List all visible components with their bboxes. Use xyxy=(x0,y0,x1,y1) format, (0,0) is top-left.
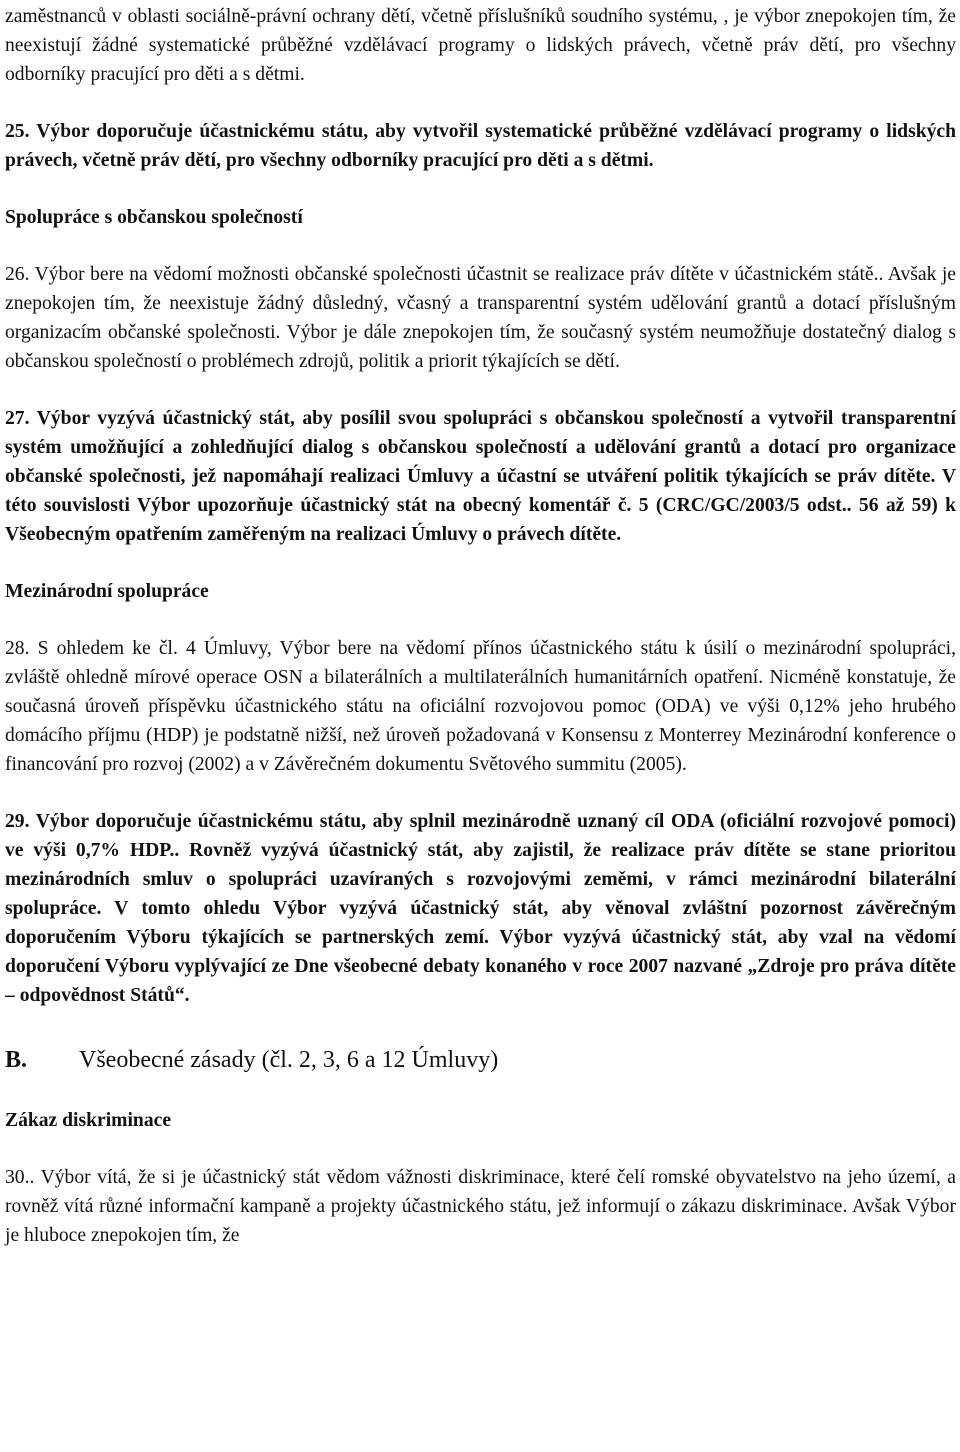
paragraph-26: 26. Výbor bere na vědomí možnosti občanské společnosti účastnit se realizace práv dítěte v účastnickém státě.. Avšak je znepokojen tím, že neexistuje žádný důsledný, včasný a transparentní systém udělování grantů a dotací příslušným organizacím občanské společnosti. Výbor je dále znepokojen tím, že současný systém neumožňuje dostatečný dialog s občanskou společností o problémech zdrojů, politik a priorit týkajících se dětí. xyxy=(5,264,956,372)
spacer xyxy=(5,376,956,404)
paragraph-25: 25. Výbor doporučuje účastnickému státu, aby vytvořil systematické průběžné vzdělávací programy o lidských právech, včetně práv dětí, pro všechny odborníky pracující pro děti a s dětmi. xyxy=(5,121,956,171)
section-title: Všeobecné zásady (čl. 2, 3, 6 a 12 Úmluvy) xyxy=(79,1047,499,1073)
paragraph-29: 29. Výbor doporučuje účastnickému státu, aby splnil mezinárodně uznaný cíl ODA (oficiální rozvojové pomoci) ve výši 0,7% HDP.. Rovněž vyzývá účastnický stát, aby zajistil, že realizace práv dítěte se stane prioritou mezinárodních smluv o spolupráci uzavíraných s rozvojovými zeměmi, v rámci mezinárodní bilaterální spolupráce. V tomto ohledu Výbor vyzývá účastnický stát, aby věnoval zvláštní pozornost závěrečným doporučením Výboru týkajících se partnerských zemí. Výbor vyzývá účastnický stát, aby vzal na vědomí doporučení Výboru vyplývající ze Dne všeobecné debaty konaného v roce 2007 nazvané „Zdroje pro práva dítěte – odpovědnost Států“. xyxy=(5,811,956,1006)
heading-international-cooperation: Mezinárodní spolupráce xyxy=(5,581,209,602)
paragraph-27: 27. Výbor vyzývá účastnický stát, aby posílil svou spolupráci s občanskou společností a vytvořil transparentní systém umožňující a zohledňující dialog s občanskou společností a udělování grantů a dotací pro organizace občanské společnosti, jež napomáhají realizaci Úmluvy a účastní se utváření politik týkajících se práv dítěte. V této souvislosti Výbor upozorňuje účastnický stát na obecný komentář č. 5 (CRC/GC/2003/5 odst.. 56 až 59) k Všeobecným opatřením zaměřeným na realizaci Úmluvy o právech dítěte. xyxy=(5,408,956,545)
spacer xyxy=(5,89,956,117)
paragraph-intro: zaměstnanců v oblasti sociálně-právní ochrany dětí, včetně příslušníků soudního systému, , je výbor znepokojen tím, že neexistují žádné systematické průběžné vzdělávací programy o lidských právech, včetně práv dětí, pro všechny odborníky pracující pro děti a s dětmi. xyxy=(5,6,956,85)
section-heading-general-principles xyxy=(5,1044,956,1076)
spacer xyxy=(5,606,956,634)
heading-non-discrimination: Zákaz diskriminace xyxy=(5,1110,172,1131)
spacer xyxy=(5,779,956,807)
spacer xyxy=(5,1010,956,1044)
spacer xyxy=(5,232,956,260)
paragraph-28: 28. S ohledem ke čl. 4 Úmluvy, Výbor bere na vědomí přínos účastnického státu k úsilí o mezinárodní spolupráci, zvláště ohledně mírové operace OSN a bilaterálních a multilaterálních humanitárních opatření. Nicméně konstatuje, že současná úroveň příspěvku účastnického státu na oficiální rozvojovou pomoc (ODA) ve výši 0,12% jeho hrubého domácího příjmu (HDP) je podstatně nižší, než úroveň požadovaná v Konsensu z Monterrey Mezinárodní konference o financování pro rozvoj (2002) a v Závěrečném dokumentu Světového summitu (2005). xyxy=(5,638,956,775)
spacer xyxy=(5,175,956,203)
paragraph-30: 30.. Výbor vítá, že si je účastnický stát vědom vážnosti diskriminace, které čelí romské obyvatelstvo na jeho území, a rovněž vítá různé informační kampaně a projekty účastnického státu, jež informují o zákazu diskriminace. Avšak Výbor je hluboce znepokojen tím, že xyxy=(5,1167,956,1246)
spacer xyxy=(5,1135,956,1163)
heading-civil-society: Spolupráce s občanskou společností xyxy=(5,207,303,228)
section-letter: B. xyxy=(5,1047,28,1073)
spacer xyxy=(5,1076,956,1106)
spacer xyxy=(5,549,956,577)
